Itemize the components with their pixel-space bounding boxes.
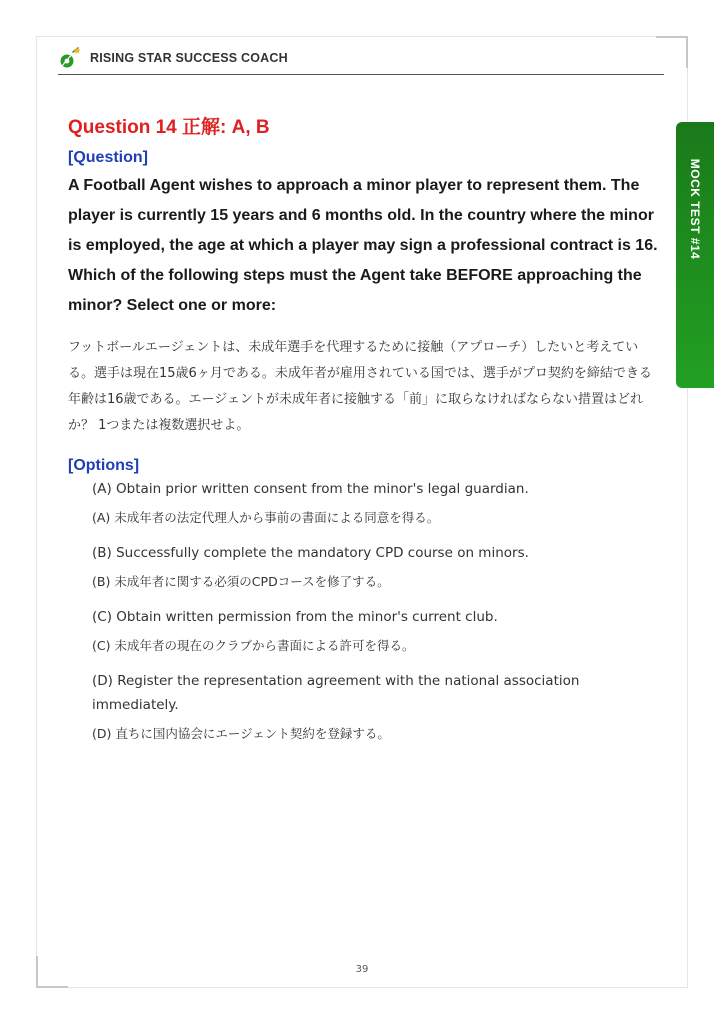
option-d-text-en: (D) Register the representation agreement with the national association immediately.	[92, 673, 580, 713]
soccer-ball-star-logo-icon	[58, 46, 82, 70]
option-c-text-en: (C) Obtain written permission from the minor's current club.	[92, 609, 498, 625]
question-title: Question 14 正解: A, B	[68, 117, 270, 138]
option-b-text-en: (B) Successfully complete the mandatory CPD course on minors.	[92, 545, 529, 561]
option-c-text-ja: (C) 未成年者の現在のクラブから書面による許可を得る。	[92, 638, 415, 653]
option-d	[92, 669, 660, 745]
option-a	[92, 477, 660, 529]
side-tab-label: MOCK TEST #14	[688, 158, 702, 260]
option-a-text-en: (A) Obtain prior written consent from the minor's legal guardian.	[92, 481, 529, 497]
page-header	[58, 42, 664, 75]
option-b	[92, 541, 660, 593]
option-a-text-ja: (A) 未成年者の法定代理人から事前の書面による同意を得る。	[92, 510, 440, 525]
option-b-text-ja: (B) 未成年者に関する必須のCPDコースを修了する。	[92, 574, 390, 589]
question-text-en: A Football Agent wishes to approach a minor player to represent them. The player is currently 15 years and 6 months old. In the country where the minor is employed, the age at which a player may sign a professional contract is 16. Which of the following steps must the Agent take BEFORE approaching the minor? Select one or more:	[68, 177, 658, 314]
option-c	[92, 605, 660, 657]
question-section-label: [Question]	[68, 149, 148, 166]
page-number: 39	[355, 964, 369, 975]
mock-test-side-tab	[676, 122, 714, 388]
question-content	[68, 108, 660, 757]
options-section-label: [Options]	[68, 457, 140, 474]
question-text-ja: フットボールエージェントは、未成年選手を代理するために接触（アプローチ）したいと考えている。選手は現在15歳6ヶ月である。未成年者が雇用されている国では、選手がプロ契約を締結できる年齢は16歳である。エージェントが未成年者に接触する「前」に取らなければならない措置はどれか？ 1つまたは複数選択せよ。	[68, 340, 652, 433]
option-d-text-ja: (D) 直ちに国内協会にエージェント契約を登録する。	[92, 726, 390, 741]
brand-name: RISING STAR SUCCESS COACH	[90, 51, 288, 65]
